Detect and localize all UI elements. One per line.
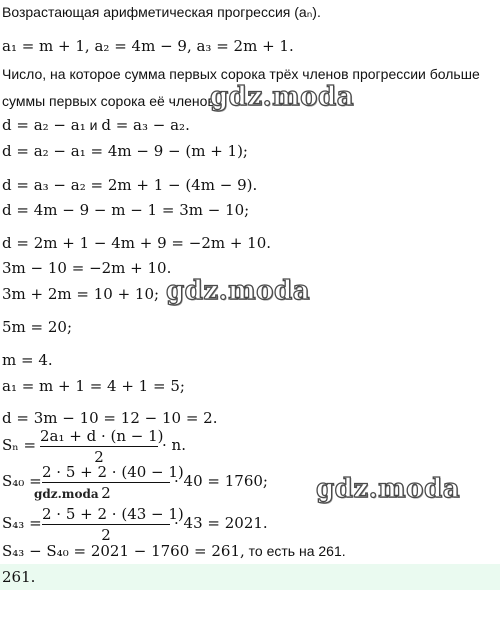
question-line-2: суммы первых сорока её членов. <box>2 93 219 109</box>
answer-highlight <box>0 564 500 590</box>
s40-rhs: · 40 = 1760; <box>174 472 268 490</box>
difference-formula-2: d = a₃ − a₂. <box>101 116 190 134</box>
fraction-numerator: 2 · 5 + 2 · (40 − 1) <box>42 463 184 481</box>
problem-statement-line: Возрастающая арифметическая прогрессия (aₙ). <box>2 4 321 20</box>
difference-formula-1: d = a₂ − a₁ <box>2 116 86 134</box>
sum-difference-conclusion: то есть на 261. <box>244 543 346 559</box>
given-terms: a₁ = m + 1, a₂ = 4m − 9, a₃ = 2m + 1. <box>2 37 294 55</box>
fraction-numerator: 2 · 5 + 2 · (43 − 1) <box>42 505 184 523</box>
question-line-1: Число, на которое сумма первых сорока трёх членов прогрессии больше <box>2 66 480 82</box>
sum-difference-line <box>2 542 346 561</box>
conjunction: и <box>85 117 102 133</box>
s40-lhs: S₄₀ = <box>2 472 42 490</box>
sum-difference-formula: S₄₃ − S₄₀ = 2021 − 1760 = 261, <box>2 542 245 560</box>
equation-line: 3m + 2m = 10 + 10; <box>2 285 160 303</box>
equation-line: d = 4m − 9 − m − 1 = 3m − 10; <box>2 201 250 219</box>
equation-line: 3m − 10 = −2m + 10. <box>2 259 172 277</box>
s43-rhs: · 43 = 2021. <box>174 514 268 532</box>
s43-lhs: S₄₃ = <box>2 514 42 532</box>
s43-fraction <box>42 505 184 544</box>
equation-line: a₁ = m + 1 = 4 + 1 = 5; <box>2 377 185 395</box>
fraction-bar <box>42 482 170 483</box>
watermark-logo-small: gdz.moda <box>34 487 99 501</box>
fraction-denominator: 2 <box>101 484 111 502</box>
equation-line: d = 2m + 1 − 4m + 9 = −2m + 10. <box>2 234 272 252</box>
equation-line: d = 3m − 10 = 12 − 10 = 2. <box>2 409 218 427</box>
fraction-denominator: 2 <box>94 448 104 466</box>
fraction-bar <box>40 446 158 447</box>
sum-formula-lhs: Sₙ = <box>2 436 37 454</box>
watermark-logo: gdz.moda <box>316 474 461 504</box>
sum-formula-rhs: · n. <box>162 436 186 454</box>
answer-value: 261. <box>2 568 36 586</box>
equation-line: m = 4. <box>2 351 53 369</box>
fraction-bar <box>42 524 170 525</box>
sum-formula-fraction <box>40 427 164 466</box>
equation-line: 5m = 20; <box>2 318 73 336</box>
watermark-logo: gdz.moda <box>166 276 311 306</box>
fraction-denominator: 2 <box>101 526 111 544</box>
equation-line: d = a₃ − a₂ = 2m + 1 − (4m − 9). <box>2 176 258 194</box>
difference-definition <box>2 116 190 135</box>
fraction-numerator: 2a₁ + d · (n − 1) <box>40 427 164 445</box>
equation-line: d = a₂ − a₁ = 4m − 9 − (m + 1); <box>2 142 248 160</box>
watermark-logo: gdz.moda <box>210 82 355 112</box>
